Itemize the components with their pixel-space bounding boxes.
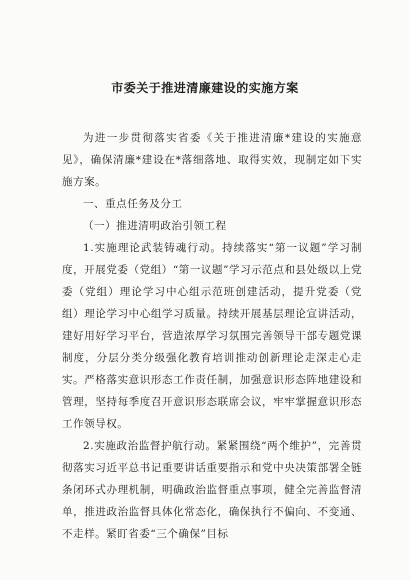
document-body: [62, 127, 362, 545]
paragraph-theory-arming: 1.实施理论武装铸魂行动。持续落实“第一议题”学习制度，开展党委（党组）“第一议题”学习示范点和县处级以上党委（党组）理论学习中心组示范班创建活动，提升党委（党组）理论学习中心组学习质量。持续开展基层理论宣讲活动，建好用好学习平台，营造浓厚学习氛围完善领导干部专题党课制度，分层分类分级强化教育培训推动创新理论走深走心走实。严格落实意识形态工作责任制，加强意识形态阵地建设和管理，坚持每季度召开意识形态联席会议，牢牢掌握意识形态工作领导权。: [62, 242, 362, 430]
section-heading: 一、重点任务及分工: [83, 198, 183, 210]
document-title: 市委关于推进清廉建设的实施方案: [111, 81, 299, 95]
intro-paragraph: 为进一步贯彻落实省委《关于推进清廉*建设的实施意见》，确保清廉*建设在*落细落地、取得实效，现制定如下实施方案。: [62, 132, 362, 188]
subsection-heading: （一）推进清明政治引领工程: [83, 220, 227, 232]
paragraph-political-supervision: 2.实施政治监督护航行动。紧紧围绕“两个维护”，完善贯彻落实习近平总书记重要讲话重要指示和党中央决策部署全链条闭环式办理机制，明确政治监督重点事项，健全完善监督清单，推进政治监督具体化常态化，确保执行不偏向、不变通、不走样。紧盯省委“三个确保”目标: [62, 440, 362, 540]
